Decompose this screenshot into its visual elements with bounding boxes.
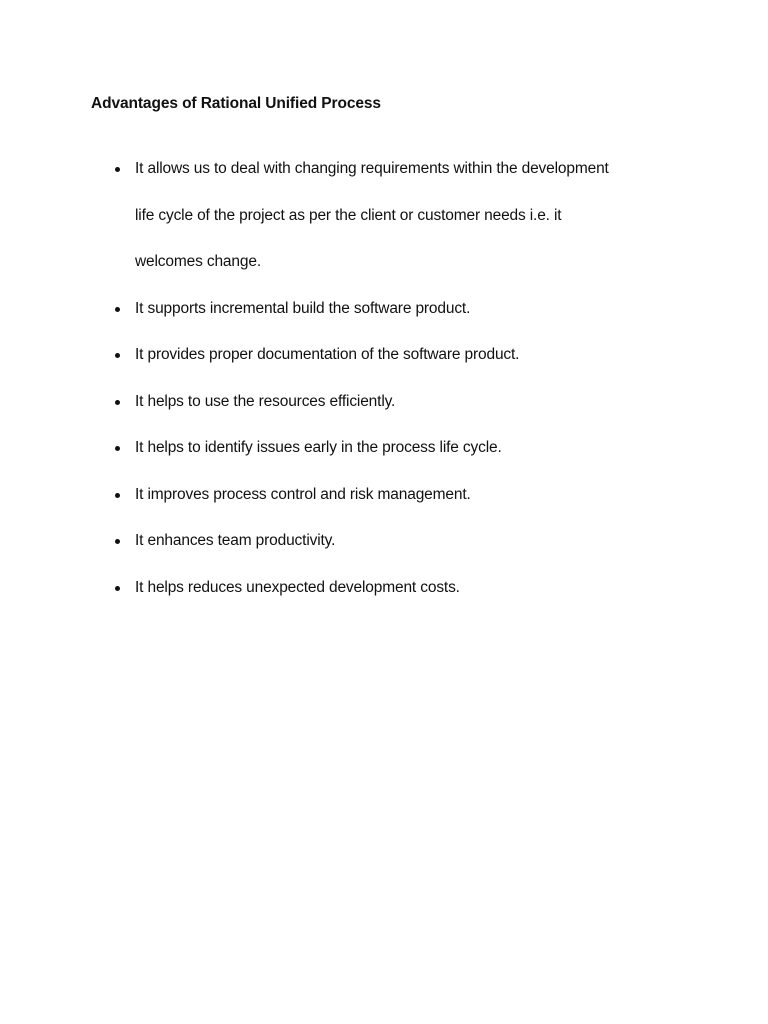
bullet-icon <box>115 167 120 172</box>
list-item-text <box>135 438 695 485</box>
bullet-icon <box>115 446 120 451</box>
list-item-line: It helps to identify issues early in the process life cycle. <box>135 439 502 456</box>
bullet-icon <box>115 400 120 405</box>
list-item-text <box>135 299 695 346</box>
list-item-text <box>135 531 695 578</box>
list-item-line: It helps to use the resources efficiently. <box>135 392 396 410</box>
list-item-line: It enhances team productivity. <box>135 532 336 549</box>
bullet-icon <box>115 586 120 591</box>
list-item-text <box>135 485 695 532</box>
bullet-icon <box>115 307 120 312</box>
list-item-text <box>135 159 695 299</box>
list-item-text <box>135 392 695 439</box>
list-item-line: It allows us to deal with changing requirements within the development <box>135 160 609 177</box>
list-item-line: It provides proper documentation of the software product. <box>135 346 520 363</box>
list-item-line: It helps reduces unexpected development costs. <box>135 578 460 596</box>
list-item-line: life cycle of the project as per the client or customer needs i.e. it <box>135 206 562 224</box>
document-heading: Advantages of Rational Unified Process <box>91 95 381 112</box>
list-item-line: It improves process control and risk management. <box>135 485 471 503</box>
bullet-icon <box>115 539 120 544</box>
list-item-text <box>135 345 695 392</box>
list-item-text <box>135 578 695 625</box>
bullet-icon <box>115 493 120 498</box>
bullet-icon <box>115 353 120 358</box>
list-item-line: It supports incremental build the software product. <box>135 299 471 317</box>
list-item-line: welcomes change. <box>135 253 261 270</box>
